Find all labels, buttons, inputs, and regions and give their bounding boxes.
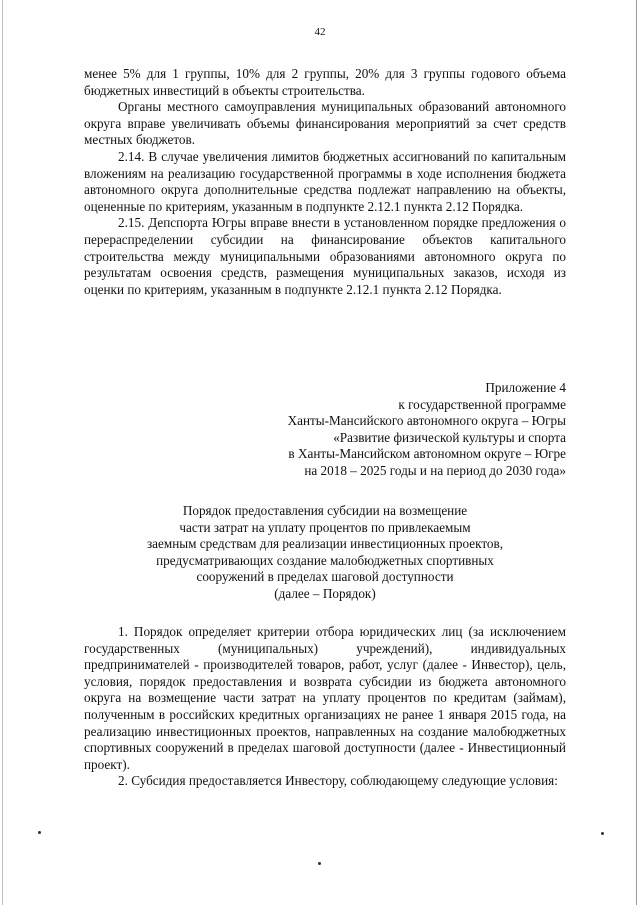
body-text-section — [84, 624, 566, 790]
top-text-section — [84, 66, 566, 298]
appendix-header — [200, 380, 566, 480]
document-title — [84, 503, 566, 603]
appendix-line: Ханты-Мансийского автономного округа – Югры — [287, 413, 566, 429]
title-line: (далее – Порядок) — [274, 585, 376, 601]
appendix-line: в Ханты-Мансийском автономном округе – Югре — [288, 446, 566, 462]
scan-edge-right — [636, 0, 637, 905]
appendix-line: «Развитие физической культуры и спорта — [333, 429, 566, 445]
paragraph-2-15: 2.15. Депспорта Югры вправе внести в установленном порядке предложения о перераспределении субсидии на финансирование объектов капитального строительства между муниципальными образованиями автономного округа по результатам освоения средств, размещения муниципальных заказов, исходя из оценки по критериям, указанным в подпункте 2.12.1 пункта 2.12 Порядка. — [84, 215, 566, 297]
scan-dot — [38, 831, 41, 834]
paragraph-1: 1. Порядок определяет критерии отбора юридических лиц (за исключением государственных (муниципальных) учреждений), индивидуальных предпринимателей - производителей товаров, работ, услуг (далее - Инвестор), цель, условия, порядок предоставления и возврата субсидии из бюджета автономного округа на возмещение части затрат на уплату процентов по кредитам (займам), полученным в российских кредитных организациях не ранее 1 января 2015 года, на реализацию инвестиционных проектов, направленных на создание малобюджетных спортивных сооружений в пределах шаговой доступности (далее - Инвестиционный проект). — [84, 624, 566, 772]
scan-dot — [601, 832, 604, 835]
scan-edge-left — [2, 0, 3, 905]
title-line: части затрат на уплату процентов по привлекаемым — [179, 519, 471, 535]
appendix-line: к государственной программе — [398, 396, 566, 412]
appendix-line: на 2018 – 2025 годы и на период до 2030 года» — [304, 462, 566, 478]
page-number: 42 — [314, 26, 326, 38]
scan-dot — [318, 862, 321, 865]
title-line: заемным средствам для реализации инвестиционных проектов, — [146, 536, 504, 552]
title-line: Порядок предоставления субсидии на возмещение — [182, 503, 468, 518]
title-line: сооружений в пределах шаговой доступности — [196, 569, 454, 585]
paragraph-local-governments: Органы местного самоуправления муниципальных образований автономного округа вправе увеличивать объемы финансирования мероприятий за счет средств местных бюджетов. — [84, 99, 566, 148]
paragraph-2-14: 2.14. В случае увеличения лимитов бюджетных ассигнований по капитальным вложениям на реализацию государственной программы в ходе исполнения бюджета автономного округа дополнительные средства подлежат направлению на объекты, оцененные по критериям, указанным в подпункте 2.12.1 пункта 2.12 Порядка. — [84, 148, 566, 214]
paragraph-continuation: менее 5% для 1 группы, 10% для 2 группы, 20% для 3 группы годового объема бюджетных инвестиций в объекты строительства. — [84, 66, 566, 98]
appendix-number: Приложение 4 — [485, 380, 566, 395]
paragraph-2: 2. Субсидия предоставляется Инвестору, соблюдающему следующие условия: — [118, 773, 558, 789]
title-line: предусматривающих создание малобюджетных спортивных — [156, 552, 494, 568]
